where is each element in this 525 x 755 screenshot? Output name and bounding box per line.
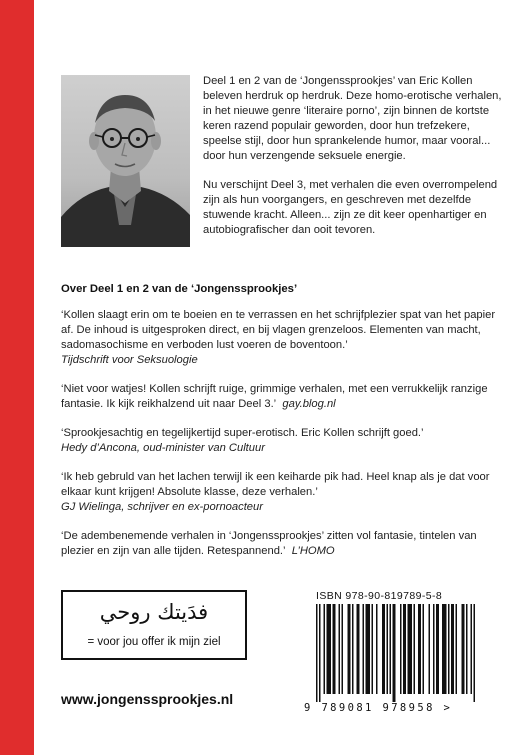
barcode-bar	[324, 604, 326, 694]
website-url[interactable]: www.jongenssprookjes.nl	[61, 691, 234, 707]
barcode-bar	[451, 604, 454, 694]
review-source: L’HOMO	[291, 545, 335, 557]
barcode-bar	[429, 604, 431, 694]
barcode-bar	[372, 604, 374, 694]
author-portrait-icon	[61, 75, 190, 247]
barcode-bar	[363, 604, 365, 694]
review-list	[61, 308, 506, 573]
barcode-bar	[319, 604, 321, 702]
review-source: Tijdschrift voor Seksuologie	[61, 354, 198, 366]
barcode-digits: 9 789081 978958 >	[304, 702, 453, 714]
review-quote	[61, 470, 506, 515]
barcode-bar	[400, 604, 402, 694]
review-text: ‘Ik heb gebruld van het lachen terwijl ik een keiharde pik had. Heel knap als je dat voor elkaar kunt krijgen! Absolute klasse, deze verhalen.’	[61, 471, 490, 498]
barcode-bar	[327, 604, 332, 694]
review-source: Hedy d’Ancona, oud-minister van Cultuur	[61, 442, 265, 454]
barcode-bar	[408, 604, 413, 694]
author-photo	[61, 75, 190, 247]
barcode-bar	[393, 604, 396, 702]
reviews-heading: Over Deel 1 en 2 van de ‘Jongenssprookjes’	[61, 283, 298, 295]
barcode-bar	[339, 604, 341, 694]
barcode-bar	[390, 604, 392, 694]
review-quote	[61, 529, 506, 559]
isbn-label: ISBN 978-90-819789-5-8	[316, 590, 443, 602]
barcode-bar	[471, 604, 473, 694]
dedication-box	[61, 590, 247, 660]
intro-text	[203, 74, 503, 252]
barcode-bar	[414, 604, 416, 694]
barcode-bar	[376, 604, 378, 694]
barcode-bar	[387, 604, 389, 694]
barcode-bar	[342, 604, 344, 694]
dedication-arabic: فدَيتك روحي	[99, 600, 209, 624]
barcode-bar	[456, 604, 458, 694]
dedication-translation: = voor jou offer ik mijn ziel	[87, 636, 221, 648]
barcode-bar	[474, 604, 476, 702]
barcode-bar	[442, 604, 447, 694]
barcode-bar	[403, 604, 406, 694]
barcode-bar	[433, 604, 435, 694]
barcode-bar	[462, 604, 465, 694]
barcode-bar	[316, 604, 318, 702]
barcode-bar	[466, 604, 468, 694]
barcode-bar	[423, 604, 425, 694]
review-quote	[61, 382, 506, 412]
review-text: ‘Kollen slaagt erin om te boeien en te verrassen en het schrijfplezier spat van het papier af. De inhoud is uitgesproken direct, en bij vlagen grenzeloos. Elementen van macht, sadomasochisme en verboden lust voeren de boventoon.’	[61, 309, 496, 351]
review-quote	[61, 308, 506, 368]
review-source: GJ Wielinga, schrijver en ex-pornoacteur	[61, 501, 263, 513]
barcode-bar	[436, 604, 439, 694]
intro-paragraph-2: Nu verschijnt Deel 3, met verhalen die even overrompelend zijn als hun voorgangers, en geschreven met dezelfde stuwende kracht. Alleen... zijn ze dit keer openhartiger en autobiografischer dan ooit tevoren.	[203, 179, 498, 236]
barcode-bar	[382, 604, 385, 694]
barcode-bars-icon	[304, 604, 509, 704]
red-spine-band	[0, 0, 34, 755]
review-text: ‘Niet voor watjes! Kollen schrijft ruige, grimmige verhalen, met een verrukkelijk ranzige fantasie. Ik kijk reikhalzend uit naar Deel 3.’	[61, 383, 488, 410]
review-text: ‘De adembenemende verhalen in ‘Jongenssprookjes’ zitten vol fantasie, tintelen van plezier en zijn van alle tijden. Retespannend.’	[61, 530, 477, 557]
barcode-bar	[448, 604, 450, 694]
barcode-bar	[418, 604, 421, 694]
review-source: gay.blog.nl	[282, 398, 336, 410]
barcode-bar	[357, 604, 360, 694]
barcode	[304, 604, 509, 716]
review-text: ‘Sprookjesachtig en tegelijkertijd super-erotisch. Eric Kollen schrijft goed.’	[61, 427, 424, 439]
barcode-bar	[348, 604, 351, 694]
barcode-bar	[333, 604, 336, 694]
barcode-bar	[352, 604, 354, 694]
review-quote	[61, 426, 506, 456]
intro-paragraph-1: Deel 1 en 2 van de ‘Jongenssprookjes’ van Eric Kollen beleven herdruk op herdruk. Deze homo-erotische verhalen, in het nieuwe genre ‘literaire porno’, zijn binnen de kortste keren razend populair geworden, door hun trefzekere, speelse stijl, door hun sprankelende humor, maar vooral... door hun verzengende seksuele energie.	[203, 75, 502, 162]
barcode-bar	[366, 604, 371, 694]
